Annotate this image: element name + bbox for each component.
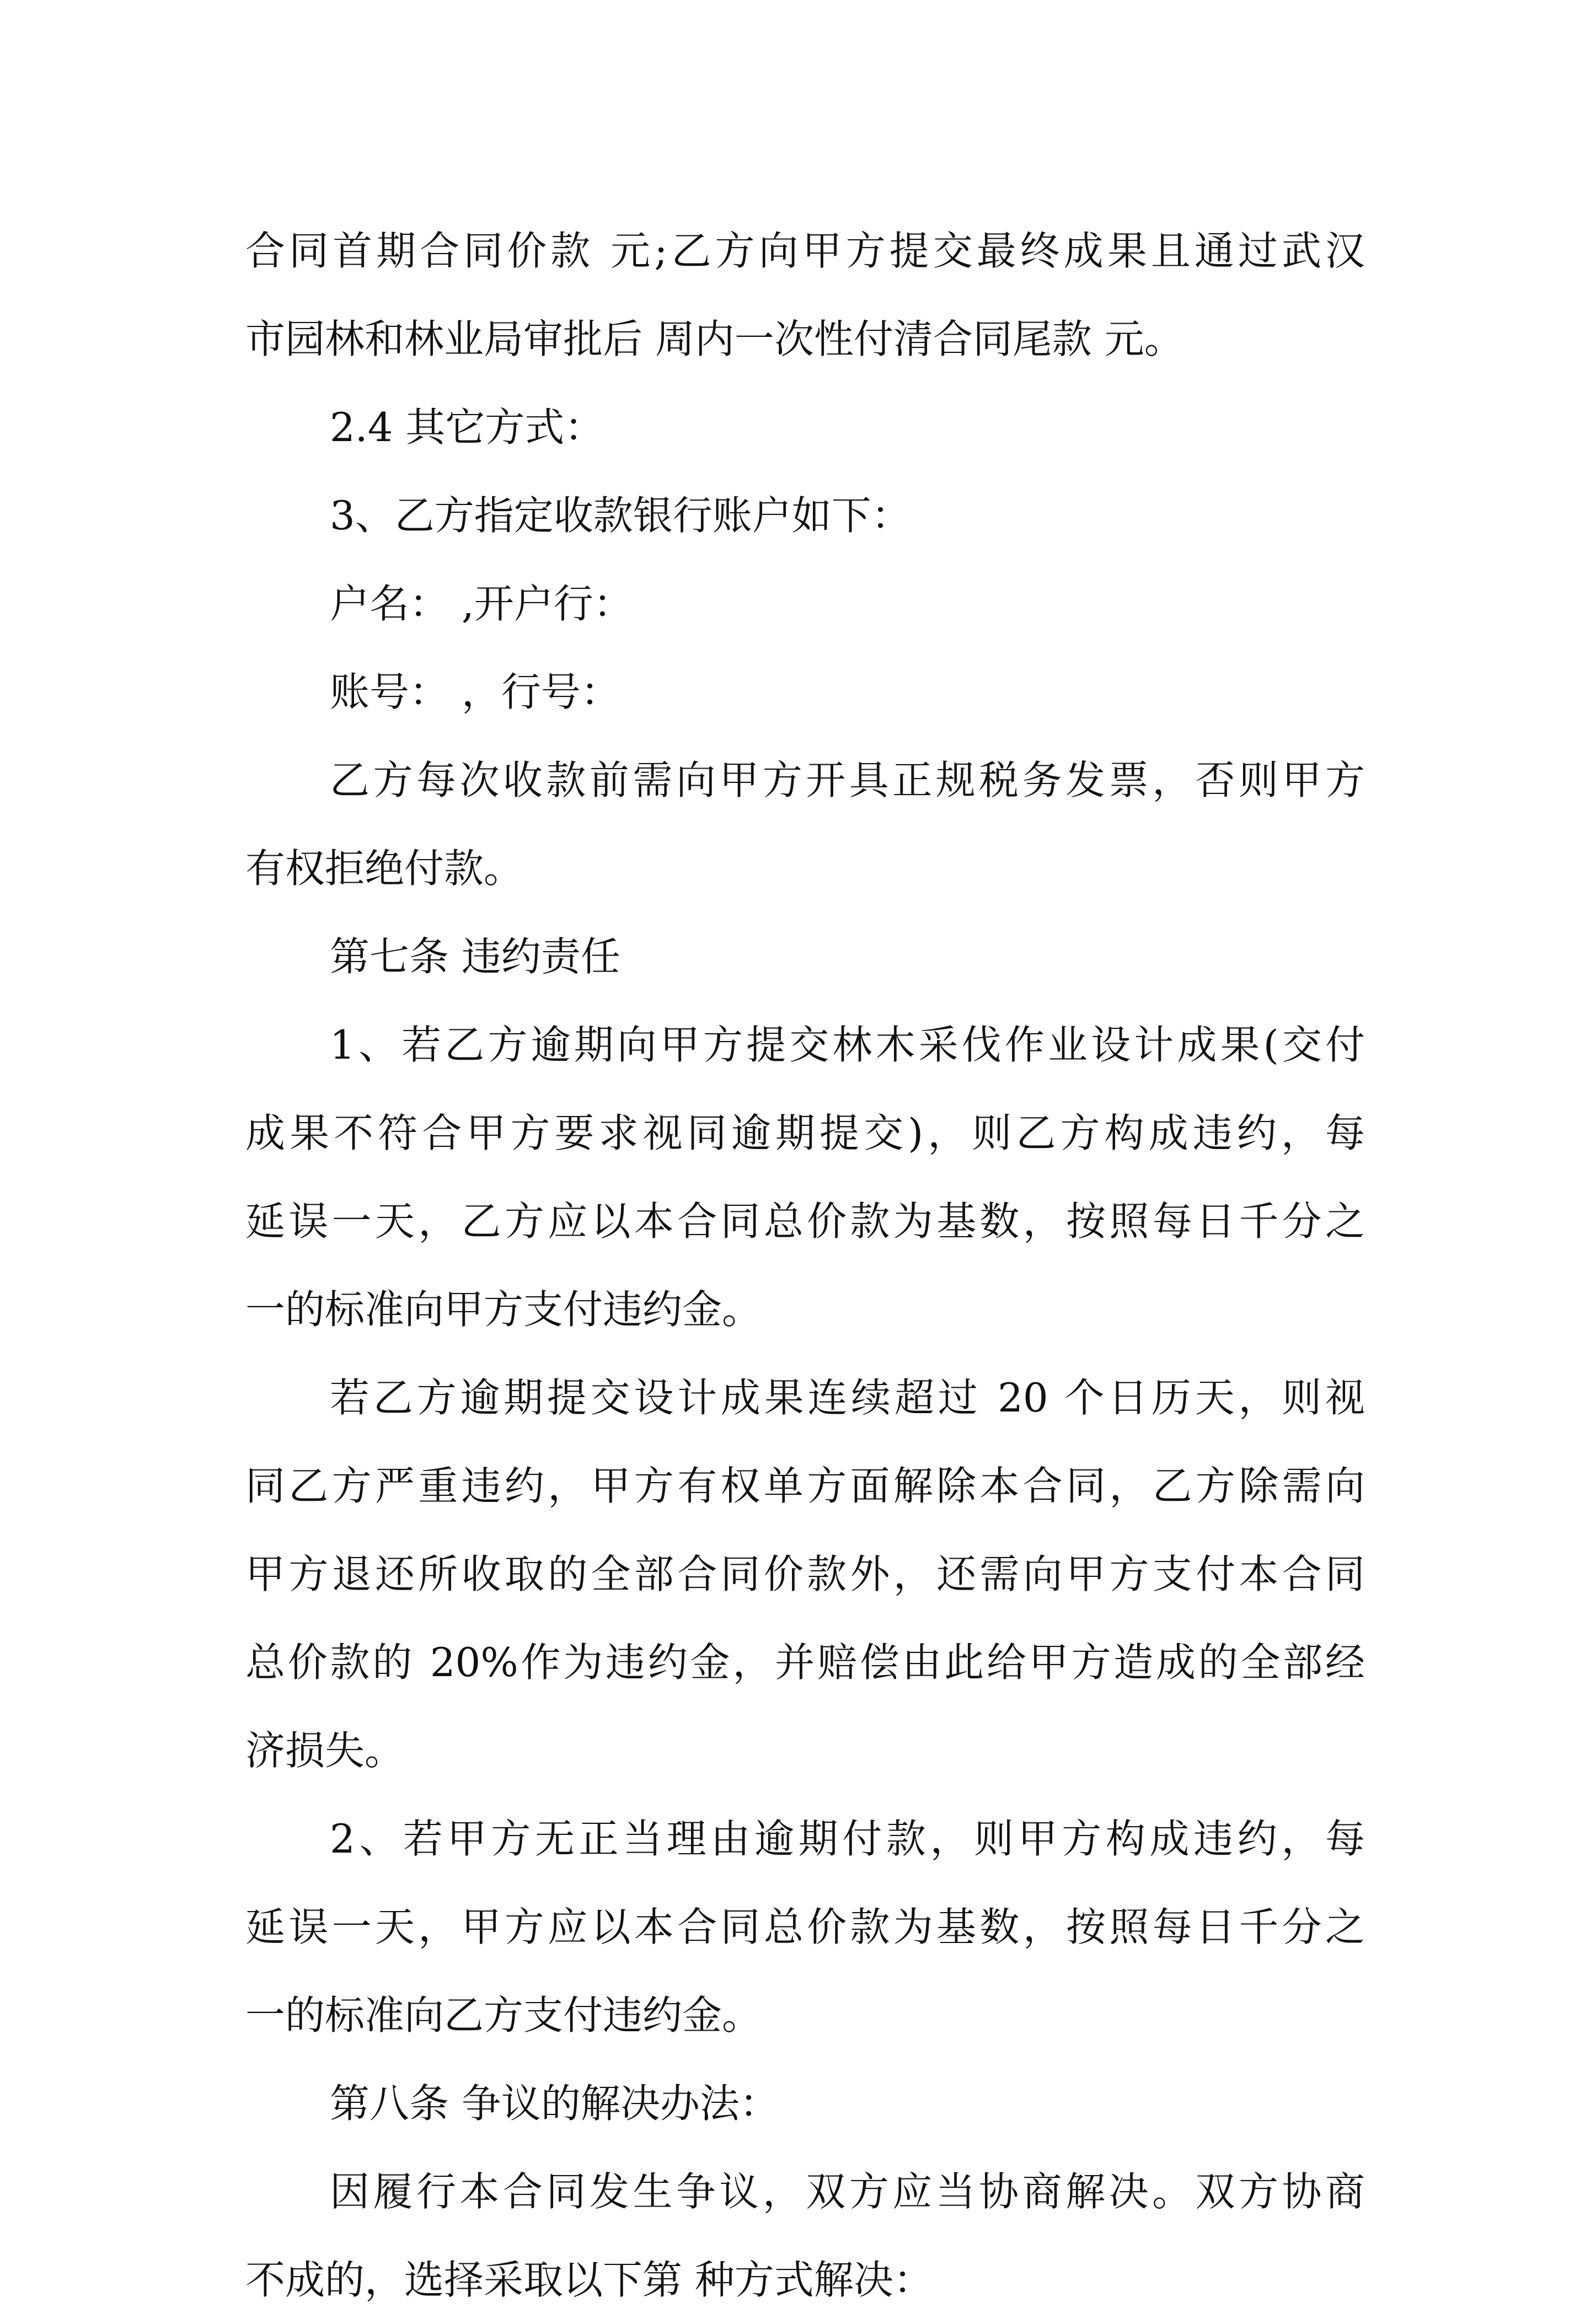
text-line: 因履行本合同发生争议，双方应当协商解决。双方协商 <box>330 2169 1365 2215</box>
text-line: 济损失。 <box>245 1727 405 1774</box>
text-line: 同乙方严重违约，甲方有权单方面解除本合同，乙方除需向 <box>245 1463 1365 1509</box>
text-line: 有权拒绝付款。 <box>245 845 524 892</box>
text-line: 不成的，选择采取以下第 种方式解决： <box>245 2257 933 2303</box>
text-line: 2、若甲方无正当理由逾期付款，则甲方构成违约，每 <box>330 1816 1365 1862</box>
text-line: 合同首期合同价款 元;乙方向甲方提交最终成果且通过武汉 <box>245 228 1365 274</box>
text-line: 户名： ,开户行： <box>330 581 633 627</box>
text-line: 3、乙方指定收款银行账户如下： <box>330 492 911 539</box>
text-line: 乙方每次收款前需向甲方开具正规税务发票，否则甲方 <box>330 757 1365 803</box>
text-line: 若乙方逾期提交设计成果连续超过 20 个日历天，则视 <box>330 1375 1365 1421</box>
text-line: 1、若乙方逾期向甲方提交林木采伐作业设计成果(交付 <box>330 1022 1365 1068</box>
text-line: 一的标准向甲方支付违约金。 <box>245 1286 762 1333</box>
text-line: 2.4 其它方式： <box>330 404 604 450</box>
text-line: 延误一天，甲方应以本合同总价款为基数，按照每日千分之 <box>245 1904 1365 1950</box>
section-heading: 第七条 违约责任 <box>330 933 620 980</box>
section-heading: 第八条 争议的解决办法： <box>330 2080 779 2127</box>
text-line: 账号： ，行号： <box>330 669 620 715</box>
text-line: 成果不符合甲方要求视同逾期提交)，则乙方构成违约，每 <box>245 1110 1365 1156</box>
text-line: 延误一天，乙方应以本合同总价款为基数，按照每日千分之 <box>245 1198 1365 1244</box>
text-line: 总价款的 20%作为违约金，并赔偿由此给甲方造成的全部经 <box>245 1639 1365 1686</box>
text-line: 市园林和林业局审批后 周内一次性付清合同尾款 元。 <box>245 316 1184 362</box>
text-line: 一的标准向乙方支付违约金。 <box>245 1992 762 2038</box>
text-line: 甲方退还所收取的全部合同价款外，还需向甲方支付本合同 <box>245 1551 1365 1597</box>
